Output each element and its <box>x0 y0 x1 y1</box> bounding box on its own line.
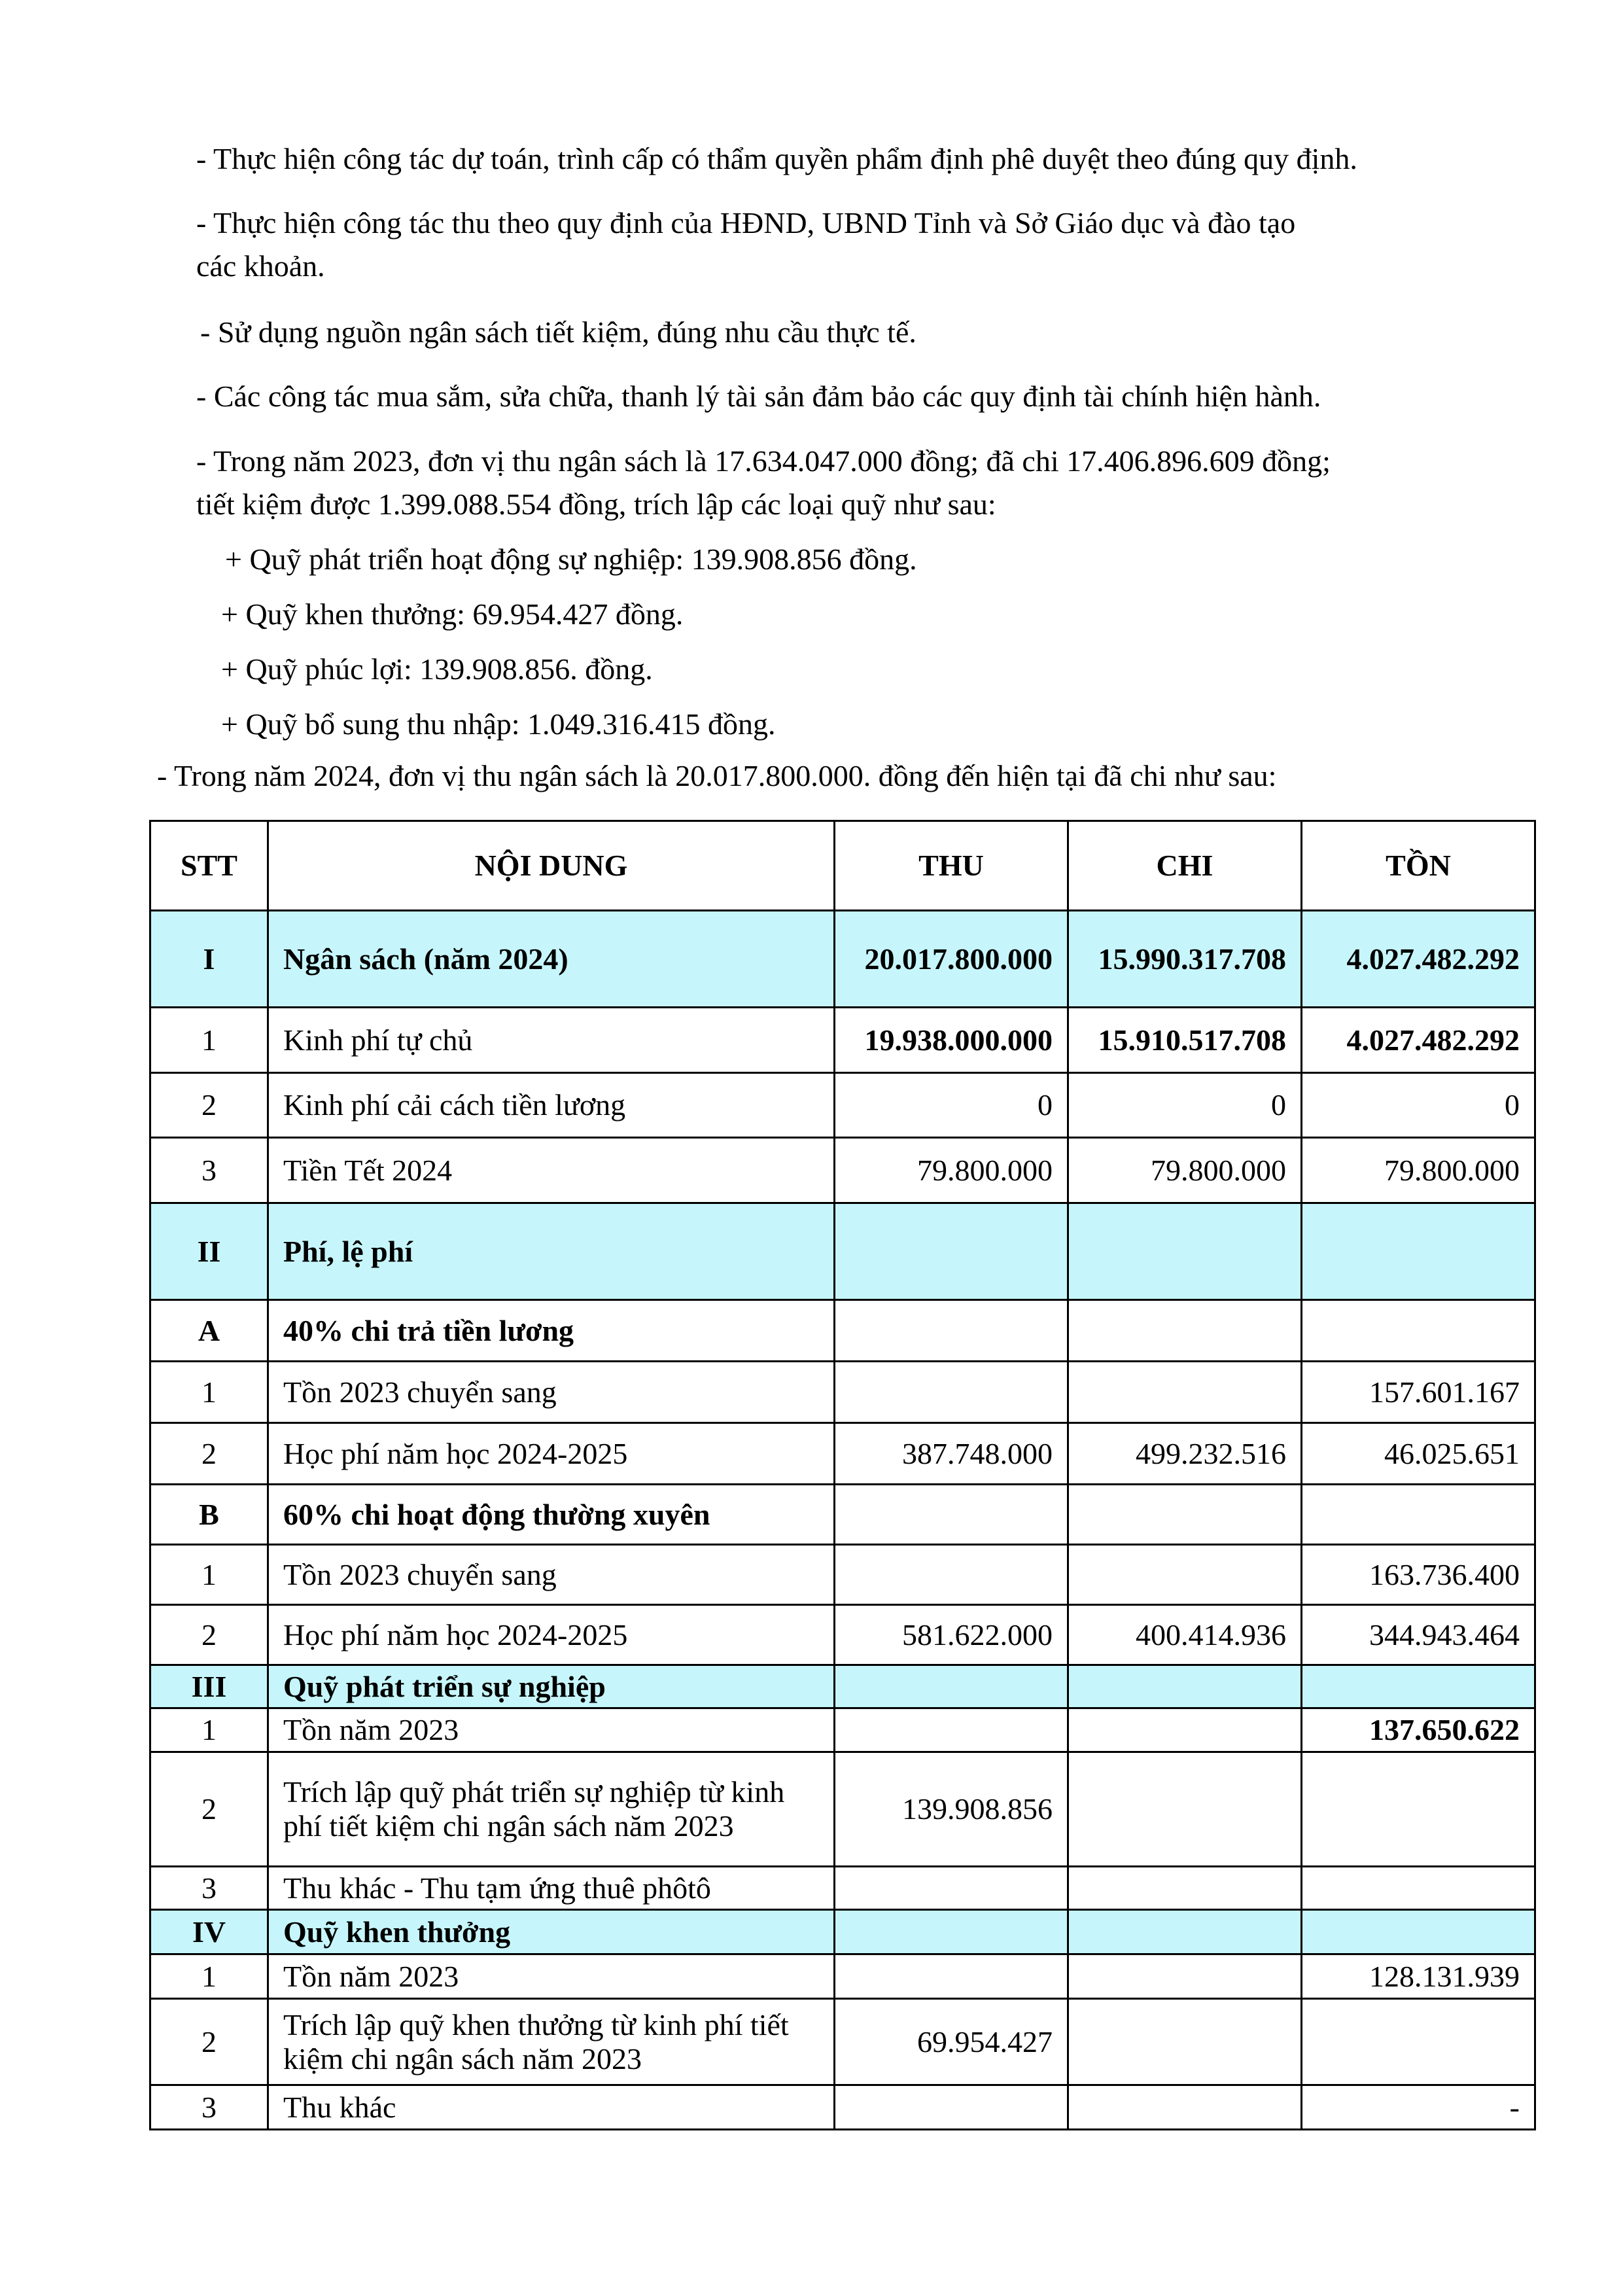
cell-chi <box>1068 1954 1302 1999</box>
cell-content: Thu khác <box>268 2085 835 2130</box>
table-row <box>150 1752 1535 1867</box>
cell-ton: 157.601.167 <box>1302 1362 1535 1423</box>
cell-chi: 400.414.936 <box>1068 1605 1302 1665</box>
paragraph-1: - Thực hiện công tác dự toán, trình cấp có thẩm quyền phẩm định phê duyệt theo đúng quy định. <box>196 142 1357 175</box>
cell-content: Học phí năm học 2024-2025 <box>268 1423 835 1485</box>
cell-thu: 19.938.000.000 <box>835 1008 1068 1073</box>
cell-content: Quỹ khen thưởng <box>268 1910 835 1954</box>
cell-stt: 1 <box>150 1362 268 1423</box>
cell-thu <box>835 2085 1068 2130</box>
table-row <box>150 1665 1535 1708</box>
cell-chi <box>1068 1665 1302 1708</box>
cell-stt: 2 <box>150 1605 268 1665</box>
cell-thu: 0 <box>835 1073 1068 1138</box>
paragraph-2: - Thực hiện công tác thu theo quy định của HĐND, UBND Tỉnh và Sở Giáo dục và đào tạo <box>196 206 1296 239</box>
cell-stt: IV <box>150 1910 268 1954</box>
cell-stt: 3 <box>150 1138 268 1203</box>
cell-ton: 0 <box>1302 1073 1535 1138</box>
cell-content: Trích lập quỹ khen thưởng từ kinh phí tiết kiệm chi ngân sách năm 2023 <box>268 1999 835 2085</box>
cell-content: Tồn năm 2023 <box>268 1954 835 1999</box>
cell-content: Kinh phí tự chủ <box>268 1008 835 1073</box>
cell-stt: 1 <box>150 1954 268 1999</box>
table-row <box>150 1362 1535 1423</box>
budget-table <box>149 820 1536 2130</box>
table-header-row <box>150 821 1535 911</box>
fund-item-1: + Quỹ phát triển hoạt động sự nghiệp: 139.908.856 đồng. <box>225 542 917 576</box>
fund-item-4: + Quỹ bổ sung thu nhập: 1.049.316.415 đồng. <box>221 707 776 741</box>
cell-content: Học phí năm học 2024-2025 <box>268 1605 835 1665</box>
cell-thu <box>835 1910 1068 1954</box>
cell-content: Phí, lệ phí <box>268 1203 835 1300</box>
cell-stt: 1 <box>150 1545 268 1605</box>
cell-chi <box>1068 1362 1302 1423</box>
cell-thu <box>835 1665 1068 1708</box>
cell-stt: I <box>150 911 268 1008</box>
cell-stt: 1 <box>150 1008 268 1073</box>
table-row <box>150 1423 1535 1485</box>
table-row <box>150 1138 1535 1203</box>
cell-thu: 69.954.427 <box>835 1999 1068 2085</box>
paragraph-2-cont: các khoản. <box>196 249 325 283</box>
cell-thu <box>835 1867 1068 1910</box>
cell-content: 40% chi trả tiền lương <box>268 1300 835 1362</box>
table-row <box>150 1485 1535 1545</box>
cell-stt: 3 <box>150 1867 268 1910</box>
cell-content: Tồn năm 2023 <box>268 1708 835 1752</box>
table-row <box>150 1954 1535 1999</box>
cell-stt: 2 <box>150 1999 268 2085</box>
cell-thu <box>835 1300 1068 1362</box>
paragraph-4: - Các công tác mua sắm, sửa chữa, thanh lý tài sản đảm bảo các quy định tài chính hiện hành. <box>196 380 1321 413</box>
table-row <box>150 1999 1535 2085</box>
cell-ton: 46.025.651 <box>1302 1423 1535 1485</box>
table-row <box>150 911 1535 1008</box>
cell-ton: 4.027.482.292 <box>1302 1008 1535 1073</box>
cell-stt: 2 <box>150 1752 268 1867</box>
table-row <box>150 1605 1535 1665</box>
cell-ton: 344.943.464 <box>1302 1605 1535 1665</box>
cell-chi <box>1068 1999 1302 2085</box>
cell-content: Thu khác - Thu tạm ứng thuê phôtô <box>268 1867 835 1910</box>
cell-ton: - <box>1302 2085 1535 2130</box>
table-row <box>150 1708 1535 1752</box>
table-row <box>150 1545 1535 1605</box>
cell-chi <box>1068 1910 1302 1954</box>
cell-content: Kinh phí cải cách tiền lương <box>268 1073 835 1138</box>
cell-ton: 79.800.000 <box>1302 1138 1535 1203</box>
cell-thu <box>835 1362 1068 1423</box>
cell-content: Tiền Tết 2024 <box>268 1138 835 1203</box>
cell-ton <box>1302 1752 1535 1867</box>
cell-thu <box>835 1545 1068 1605</box>
header-stt: STT <box>150 821 268 911</box>
cell-chi <box>1068 1485 1302 1545</box>
cell-ton <box>1302 1910 1535 1954</box>
header-chi: CHI <box>1068 821 1302 911</box>
cell-stt: A <box>150 1300 268 1362</box>
cell-stt: 2 <box>150 1423 268 1485</box>
cell-thu <box>835 1708 1068 1752</box>
cell-thu <box>835 1203 1068 1300</box>
cell-ton: 4.027.482.292 <box>1302 911 1535 1008</box>
cell-stt: II <box>150 1203 268 1300</box>
cell-chi <box>1068 1867 1302 1910</box>
cell-thu: 20.017.800.000 <box>835 911 1068 1008</box>
cell-chi <box>1068 1203 1302 1300</box>
cell-ton: 128.131.939 <box>1302 1954 1535 1999</box>
cell-ton <box>1302 1485 1535 1545</box>
cell-chi <box>1068 1545 1302 1605</box>
cell-content: Quỹ phát triển sự nghiệp <box>268 1665 835 1708</box>
cell-ton <box>1302 1300 1535 1362</box>
cell-chi: 499.232.516 <box>1068 1423 1302 1485</box>
cell-chi <box>1068 1708 1302 1752</box>
header-ton: TỒN <box>1302 821 1535 911</box>
cell-content: Tồn 2023 chuyển sang <box>268 1362 835 1423</box>
cell-ton <box>1302 1203 1535 1300</box>
cell-ton <box>1302 1867 1535 1910</box>
table-row <box>150 1073 1535 1138</box>
cell-chi <box>1068 2085 1302 2130</box>
cell-content: Trích lập quỹ phát triển sự nghiệp từ kinh phí tiết kiệm chi ngân sách năm 2023 <box>268 1752 835 1867</box>
paragraph-6: - Trong năm 2024, đơn vị thu ngân sách là 20.017.800.000. đồng đến hiện tại đã chi như sau: <box>157 759 1277 792</box>
cell-ton: 163.736.400 <box>1302 1545 1535 1605</box>
cell-ton <box>1302 1665 1535 1708</box>
table-row <box>150 1300 1535 1362</box>
cell-stt: B <box>150 1485 268 1545</box>
header-thu: THU <box>835 821 1068 911</box>
cell-thu: 79.800.000 <box>835 1138 1068 1203</box>
table-row <box>150 1867 1535 1910</box>
cell-thu <box>835 1954 1068 1999</box>
cell-chi <box>1068 1300 1302 1362</box>
cell-chi: 79.800.000 <box>1068 1138 1302 1203</box>
cell-content: Ngân sách (năm 2024) <box>268 911 835 1008</box>
header-content: NỘI DUNG <box>268 821 835 911</box>
cell-chi: 0 <box>1068 1073 1302 1138</box>
cell-thu <box>835 1485 1068 1545</box>
paragraph-5: - Trong năm 2023, đơn vị thu ngân sách là 17.634.047.000 đồng; đã chi 17.406.896.609 đồng; <box>196 444 1331 478</box>
cell-stt: 2 <box>150 1073 268 1138</box>
cell-thu: 139.908.856 <box>835 1752 1068 1867</box>
table-row <box>150 2085 1535 2130</box>
fund-item-2: + Quỹ khen thưởng: 69.954.427 đồng. <box>221 597 684 631</box>
paragraph-5-cont: tiết kiệm được 1.399.088.554 đồng, trích lập các loại quỹ như sau: <box>196 487 996 521</box>
cell-ton <box>1302 1999 1535 2085</box>
cell-ton: 137.650.622 <box>1302 1708 1535 1752</box>
cell-content: Tồn 2023 chuyển sang <box>268 1545 835 1605</box>
table-row <box>150 1910 1535 1954</box>
paragraph-3: - Sử dụng nguồn ngân sách tiết kiệm, đúng nhu cầu thực tế. <box>200 315 916 349</box>
cell-chi <box>1068 1752 1302 1867</box>
cell-thu: 581.622.000 <box>835 1605 1068 1665</box>
cell-chi: 15.910.517.708 <box>1068 1008 1302 1073</box>
cell-stt: III <box>150 1665 268 1708</box>
cell-thu: 387.748.000 <box>835 1423 1068 1485</box>
table-row <box>150 1203 1535 1300</box>
cell-stt: 1 <box>150 1708 268 1752</box>
cell-stt: 3 <box>150 2085 268 2130</box>
table-row <box>150 1008 1535 1073</box>
cell-chi: 15.990.317.708 <box>1068 911 1302 1008</box>
fund-item-3: + Quỹ phúc lợi: 139.908.856. đồng. <box>221 652 653 686</box>
cell-content: 60% chi hoạt động thường xuyên <box>268 1485 835 1545</box>
